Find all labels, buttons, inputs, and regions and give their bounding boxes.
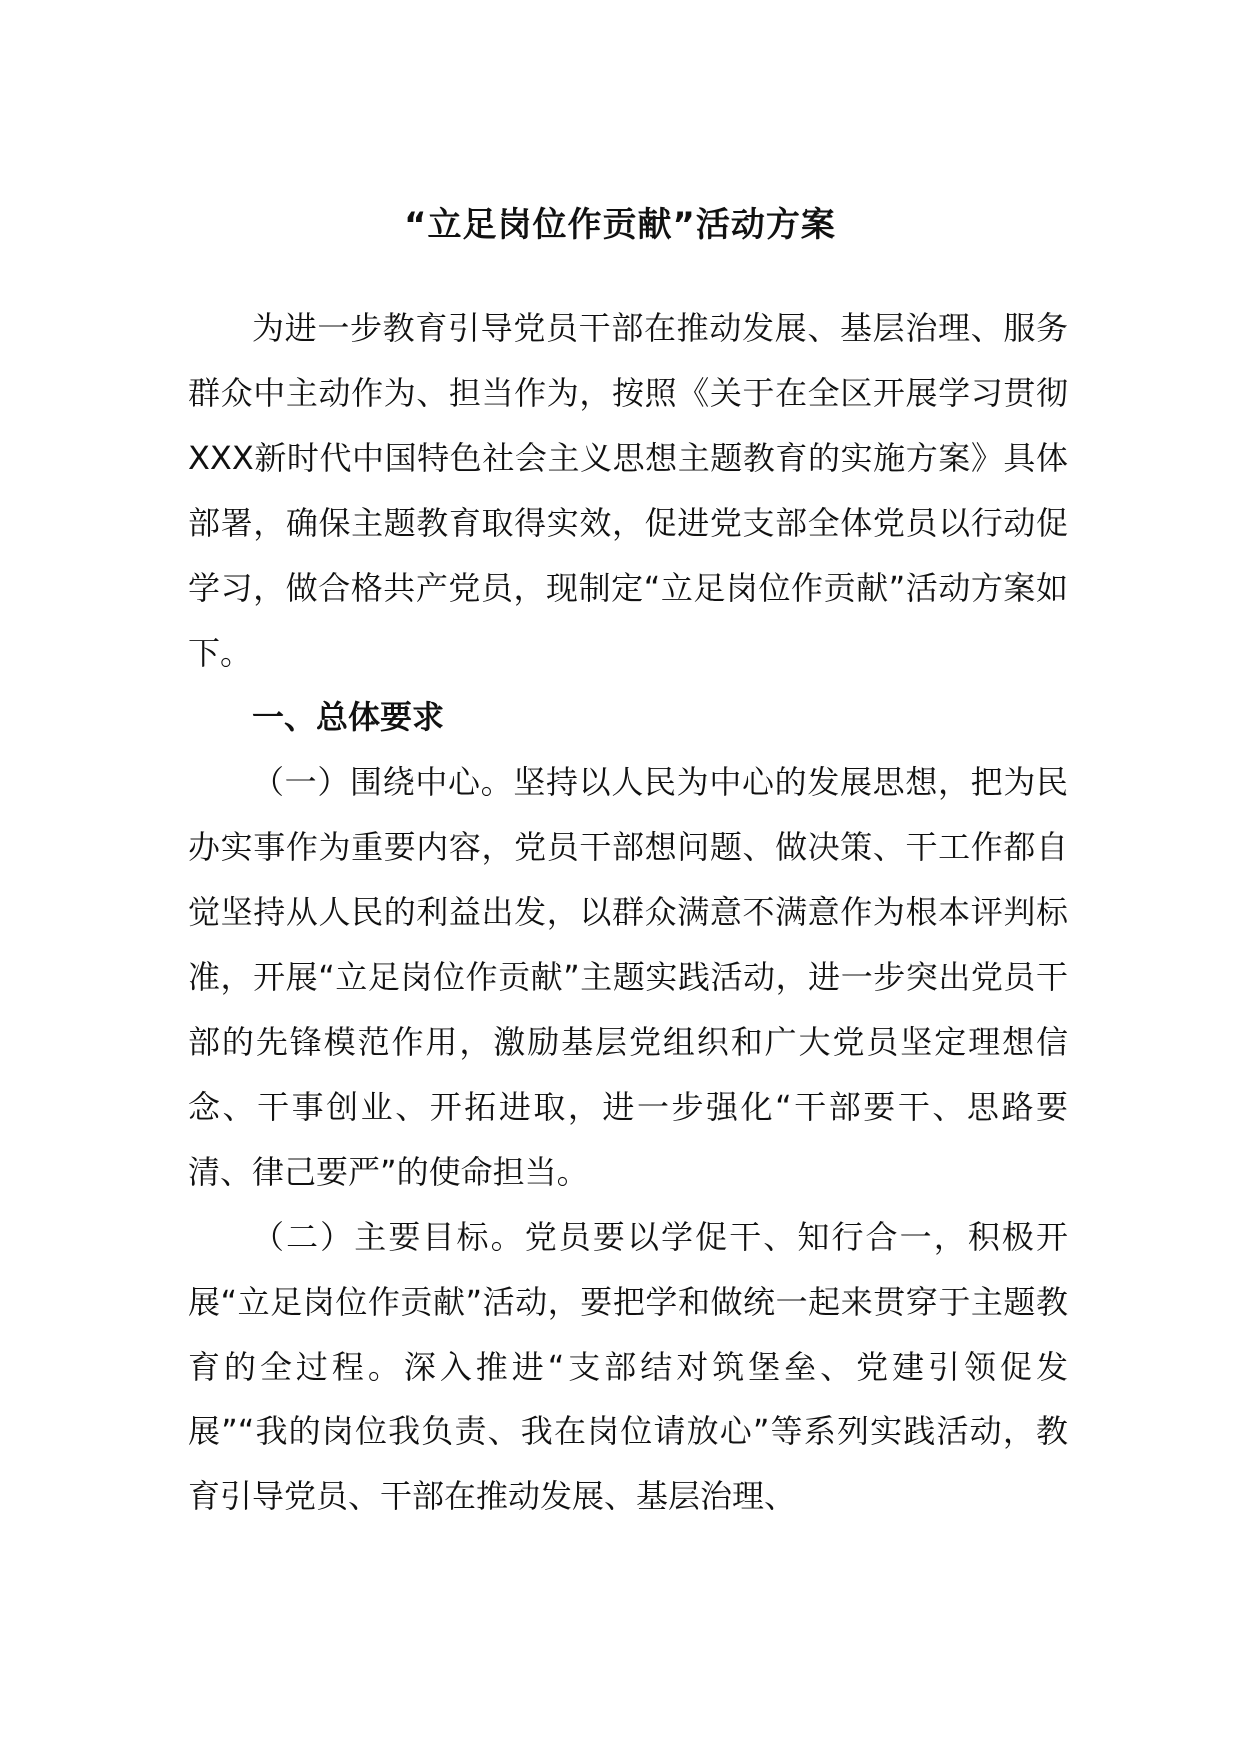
section-heading-general-requirements: 一、总体要求 [252,698,445,737]
paragraph-focus-on-center: （一）围绕中心。坚持以人民为中心的发展思想，把为民办实事作为重要内容，党员干部想问题、做决策、干工作都自觉坚持从人民的利益出发，以群众满意不满意作为根本评判标准，开展“立足岗位作贡献”主题实践活动，进一步突出党员干部的先锋模范作用，激励基层党组织和广大党员坚定理想信念、干事创业、开拓进取，进一步强化“干部要干、思路要清、律己要严”的使命担当。 [188,763,1068,1191]
document-title: “立足岗位作贡献”活动方案 [404,205,836,245]
paragraph-main-goals: （二）主要目标。党员要以学促干、知行合一，积极开展“立足岗位作贡献”活动，要把学和做统一起来贯穿于主题教育的全过程。深入推进“支部结对筑堡垒、党建引领促发展”“我的岗位我负责、我在岗位请放心”等系列实践活动，教育引导党员、干部在推动发展、基层治理、 [188,1217,1068,1516]
intro-paragraph: 为进一步教育引导党员干部在推动发展、基层治理、服务群众中主动作为、担当作为，按照《关于在全区开展学习贯彻XXX新时代中国特色社会主义思想主题教育的实施方案》具体部署，确保主题教育取得实效，促进党支部全体党员以行动促学习，做合格共产党员，现制定“立足岗位作贡献”活动方案如下。 [188,309,1068,672]
document-body [188,296,1068,1529]
